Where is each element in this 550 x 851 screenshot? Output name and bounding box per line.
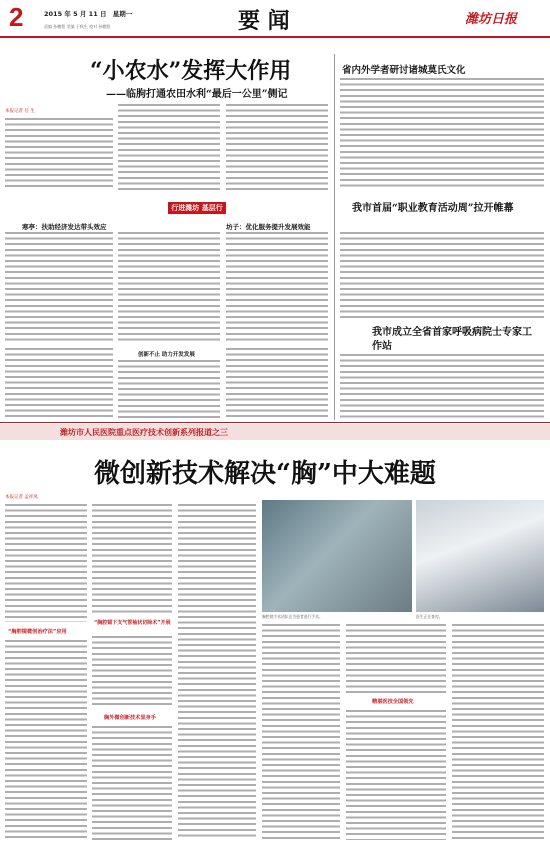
hospital-byline: 本报记者 孟祥凤	[5, 495, 38, 500]
hospital-title: 微创新技术解决“胸”中大难题	[94, 459, 436, 489]
right-story2-text	[340, 232, 544, 320]
top-story-col2	[118, 104, 220, 190]
top-story-col1	[5, 118, 113, 190]
sidebar-heading-1: “胸腔镜微创治疗法”应用	[8, 629, 67, 635]
hospital-col1-a	[5, 504, 87, 622]
lower-col1	[5, 348, 113, 420]
issue-date	[44, 9, 132, 18]
hospital-col5-b	[346, 710, 446, 840]
page-number: 2	[9, 2, 24, 32]
sidebar-heading-2: “胸腔镜下支气管袖状切除术”开展	[94, 620, 171, 626]
top-story-col3	[226, 104, 328, 190]
lower-col2	[118, 360, 220, 420]
right-story3-text	[340, 354, 544, 420]
hospital-col1-b	[5, 640, 87, 840]
ward-photo-caption: 医生正在查房。	[416, 614, 443, 619]
lower-col3	[226, 348, 328, 420]
grassroots-banner: 行进潍坊 基层行	[168, 202, 226, 214]
weekday-text: 星期一	[112, 10, 133, 18]
top-story-subtitle: ——临朐打通农田水利“最后一公里”侧记	[106, 89, 288, 100]
editor-line: 责编 孙鹏程 美编 于秋生 校对 孙鹏程	[44, 24, 111, 29]
sidebar-heading-4: 精湛医技全国领先	[372, 699, 414, 705]
hospital-col2-b	[92, 636, 172, 708]
hospital-col4	[262, 624, 340, 840]
right-story3-title: 我市成立全省首家呼吸病院士专家工作站	[372, 327, 532, 352]
date-text: 2015 年 5 月 11 日	[44, 10, 107, 18]
page-header	[0, 0, 550, 40]
ward-photo	[416, 500, 544, 612]
subhead-innovation: 创新不止 助力开发发展	[138, 352, 195, 358]
hanting-col1	[5, 232, 113, 342]
hospital-col2-c	[92, 726, 172, 840]
top-story-title: “小农水”发挥大作用	[90, 58, 292, 84]
hospital-banner	[0, 424, 550, 440]
hospital-col5-a	[346, 624, 446, 694]
hospital-col6	[452, 624, 544, 840]
hanting-col2	[118, 232, 220, 342]
section-title: 要 闻	[238, 8, 290, 34]
surgery-photo-caption: 胸腔镜手术团队在为患者进行手术。	[262, 614, 323, 619]
right-story1-title: 省内外学者研讨诸城莫氏文化	[342, 65, 466, 76]
right-story1-text	[340, 78, 544, 190]
hospital-section-rule	[0, 422, 550, 423]
fangzi-col1	[226, 232, 328, 342]
right-story2-title: 我市首届“职业教育活动周”拉开帷幕	[352, 203, 514, 214]
subhead-hanting: 寒亭：扶助经济发达带头效应	[22, 223, 107, 231]
hospital-col2-a	[92, 504, 172, 616]
sidebar-heading-3: 胸外微创新技术显身手	[104, 715, 156, 721]
hospital-banner-text: 潍坊市人民医院重点医疗技术创新系列报道之三	[60, 428, 228, 437]
header-rule	[0, 36, 550, 38]
top-story-byline: 本报记者 任 生	[5, 109, 35, 114]
hospital-col3	[178, 504, 256, 840]
surgery-photo	[262, 500, 412, 612]
paper-logo: 潍坊日报	[465, 12, 518, 27]
right-column-divider	[334, 54, 335, 420]
subhead-fangzi: 坊子：优化服务提升发展效能	[226, 223, 311, 231]
